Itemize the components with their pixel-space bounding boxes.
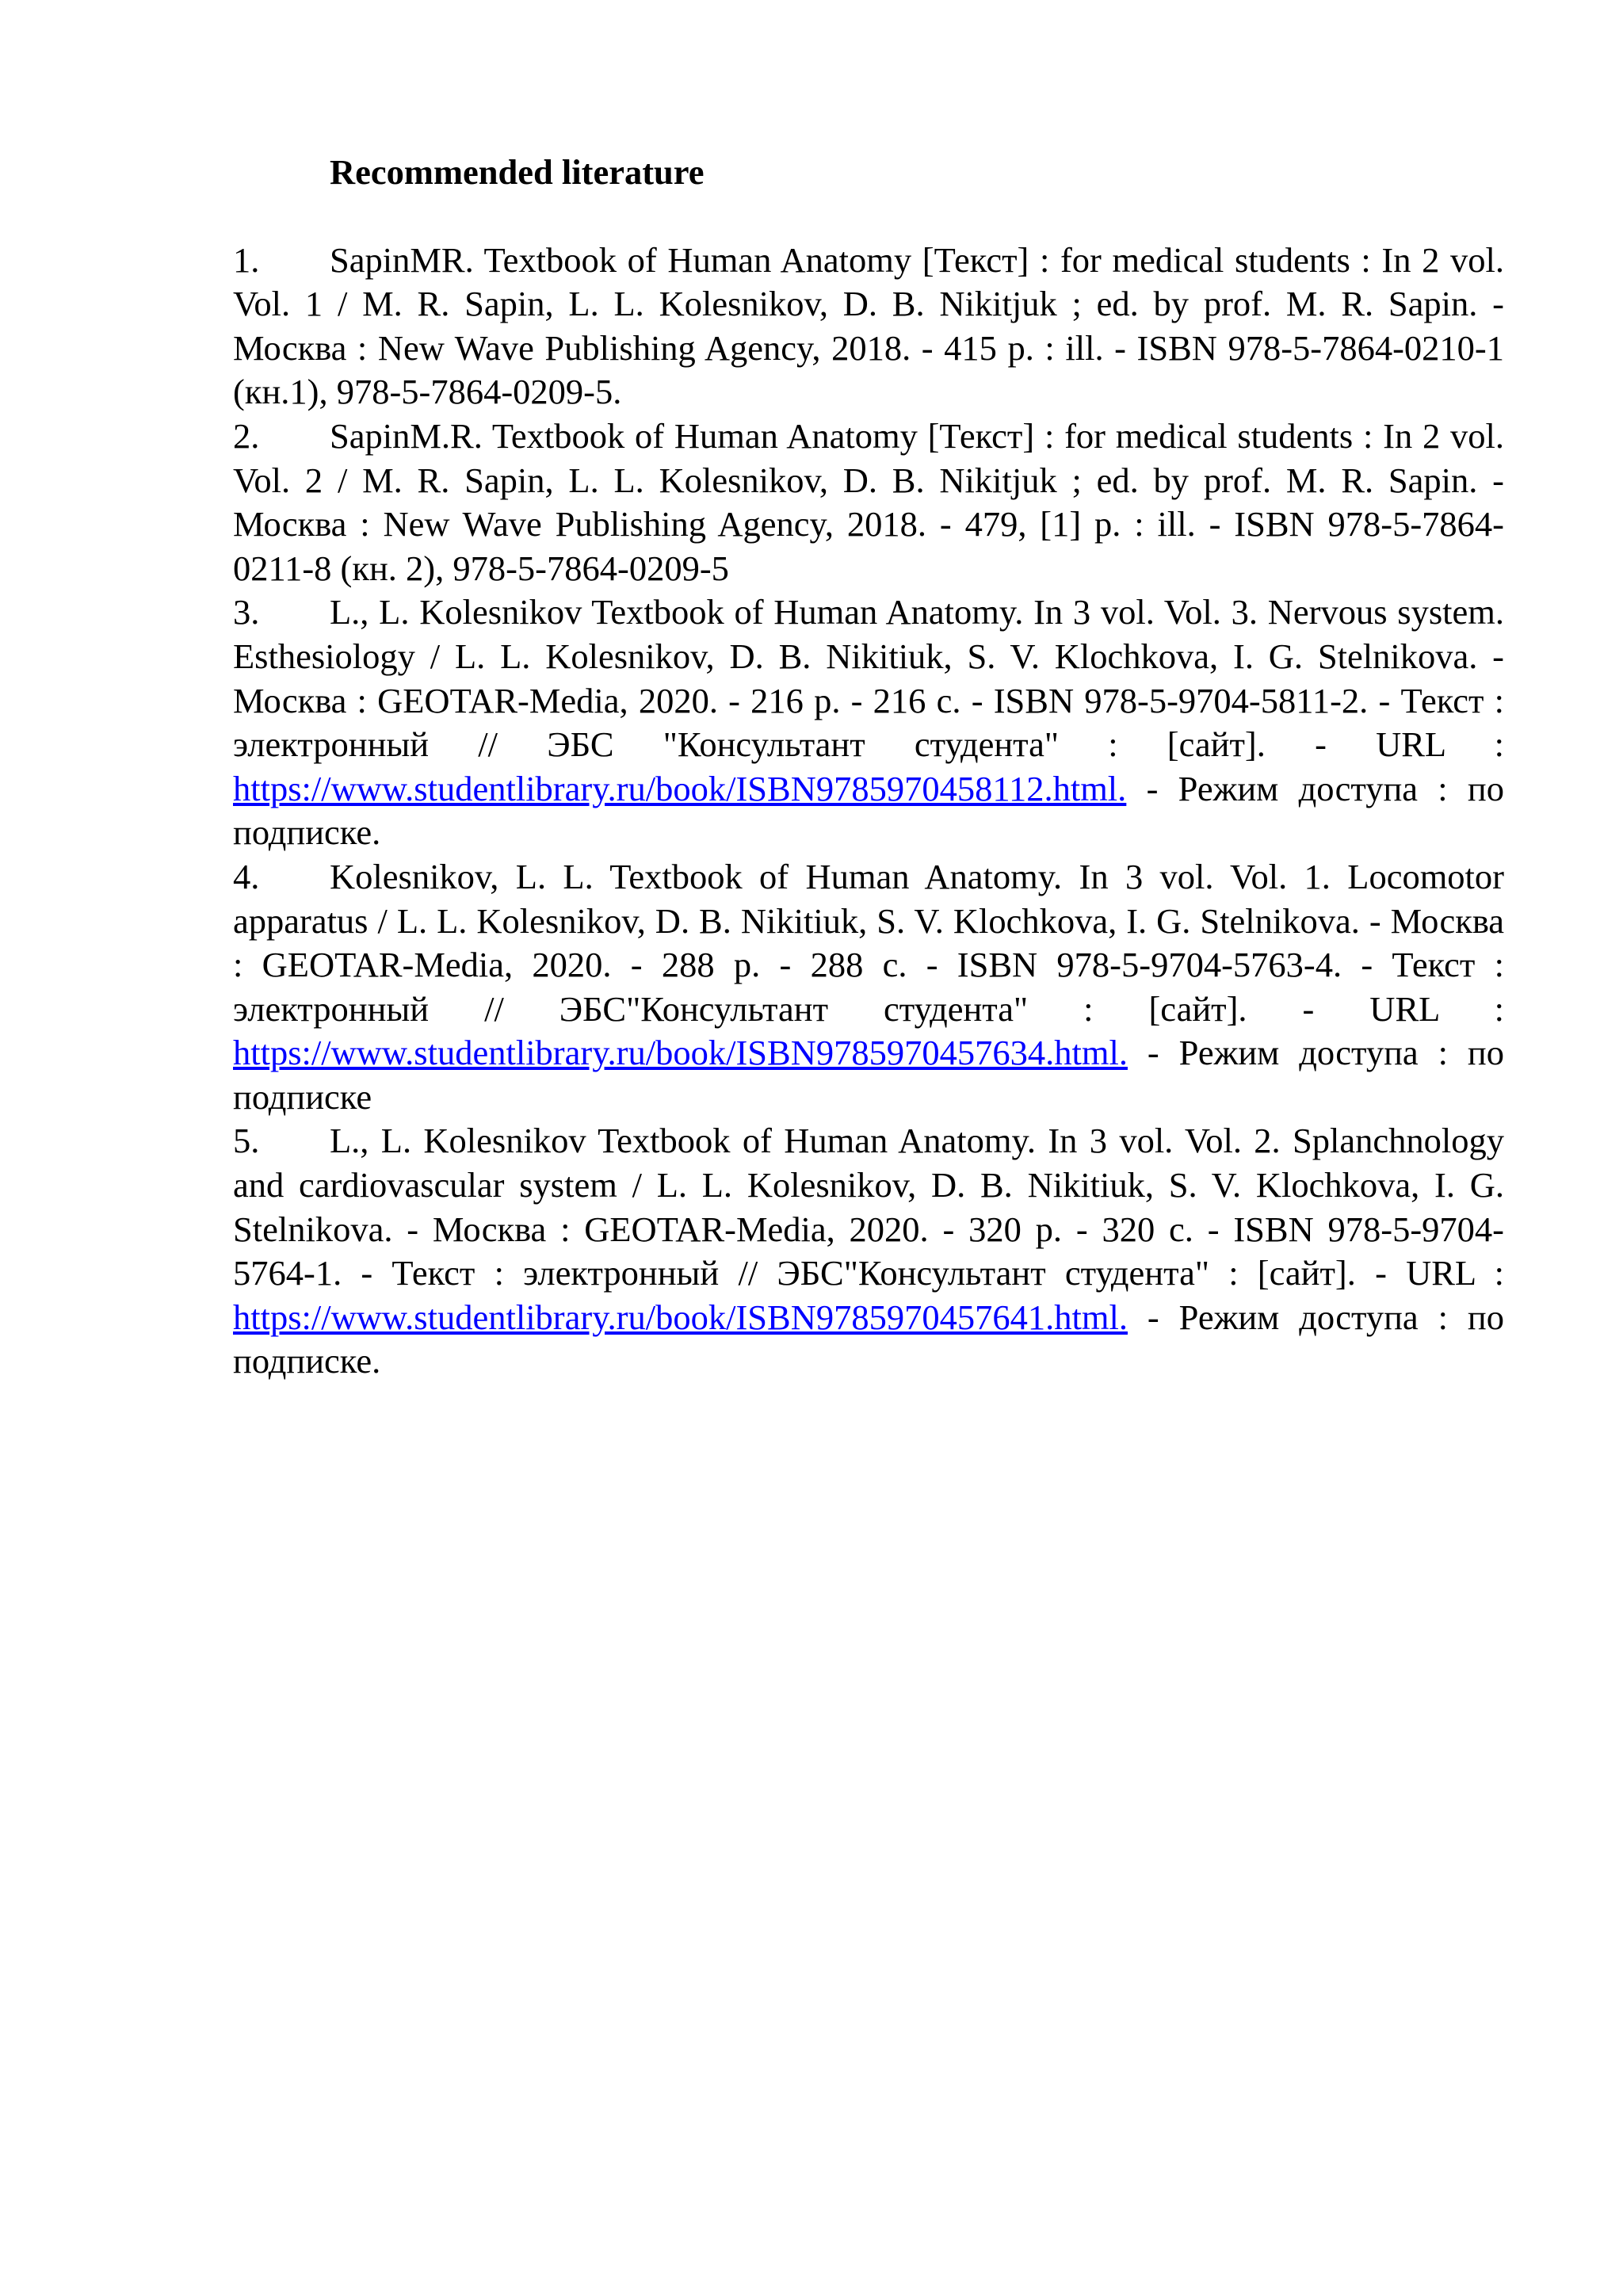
reference-link[interactable]: https://www.studentlibrary.ru/book/ISBN9785970458112.html. [233,768,1127,808]
reference-access-note: - Режим доступа : по подписке. [233,768,1504,853]
reference-number: 5. [233,1121,260,1161]
reference-text: Kolesnikov, L. L. Textbook of Human Anatomy. In 3 vol. Vol. 1. Locomotor apparatus / L. L. Kolesnikov, D. B. Nikitiuk, S. V. Klochkova, I. G. Stelnikova. - Москва : GEOTAR-Media, 2020. - 288 p. - 288 с. - ISBN 978-5-9704-5763-4. - Текст : электронный // ЭБС"Консультант студента" : [сайт]. - URL : [233,856,1504,1029]
reference-text: SapinM.R. Textbook of Human Anatomy [Текст] : for medical students : In 2 vol. Vol. 2 / M. R. Sapin, L. L. Kolesnikov, D. B. Nikitjuk ; ed. by prof. M. R. Sapin. - Москва : New Wave Publishing Agency, 2018. - 479, [1] p. : ill. - ISBN 978-5-7864-0211-8 (кн. 2), 978-5-7864-0209-5 [233,415,1504,588]
reference-link[interactable]: https://www.studentlibrary.ru/book/ISBN9785970457641.html. [233,1297,1128,1337]
reference-number: 4. [233,856,260,896]
reference-link[interactable]: https://www.studentlibrary.ru/book/ISBN9785970457634.html. [233,1033,1128,1073]
section-heading: Recommended literature [330,152,705,192]
reference-number: 3. [233,592,260,632]
reference-item-4 [233,855,1504,1120]
reference-text: L., L. Kolesnikov Textbook of Human Anatomy. In 3 vol. Vol. 2. Splanchnology and cardiovascular system / L. L. Kolesnikov, D. B. Nikitiuk, S. V. Klochkova, I. G. Stelnikova. - Москва : GEOTAR-Media, 2020. - 320 p. - 320 с. - ISBN 978-5-9704-5764-1. - Текст : электронный // ЭБС"Консультант студента" : [сайт]. - URL : [233,1121,1504,1293]
reference-text: L., L. Kolesnikov Textbook of Human Anatomy. In 3 vol. Vol. 3. Nervous system. Esthesiology / L. L. Kolesnikov, D. B. Nikitiuk, S. V. Klochkova, I. G. Stelnikova. - Москва : GEOTAR-Media, 2020. - 216 p. - 216 с. - ISBN 978-5-9704-5811-2. - Текст : электронный // ЭБС "Консультант студента" : [сайт]. - URL : [233,592,1504,765]
reference-text: SapinMR. Textbook of Human Anatomy [Текст] : for medical students : In 2 vol. Vol. 1 / M. R. Sapin, L. L. Kolesnikov, D. B. Nikitjuk ; ed. by prof. M. R. Sapin. - Москва : New Wave Publishing Agency, 2018. - 415 p. : ill. - ISBN 978-5-7864-0210-1 (кн.1), 978-5-7864-0209-5. [233,239,1504,412]
reference-access-note: - Режим доступа : по подписке. [233,1297,1504,1381]
reference-number: 2. [233,415,260,456]
reference-number: 1. [233,239,260,280]
reference-item-2 [233,415,1504,590]
document-content [233,151,1504,1384]
reference-access-note: - Режим доступа : по подписке [233,1033,1504,1117]
reference-item-1 [233,239,1504,415]
reference-item-3 [233,590,1504,855]
reference-item-5 [233,1119,1504,1384]
